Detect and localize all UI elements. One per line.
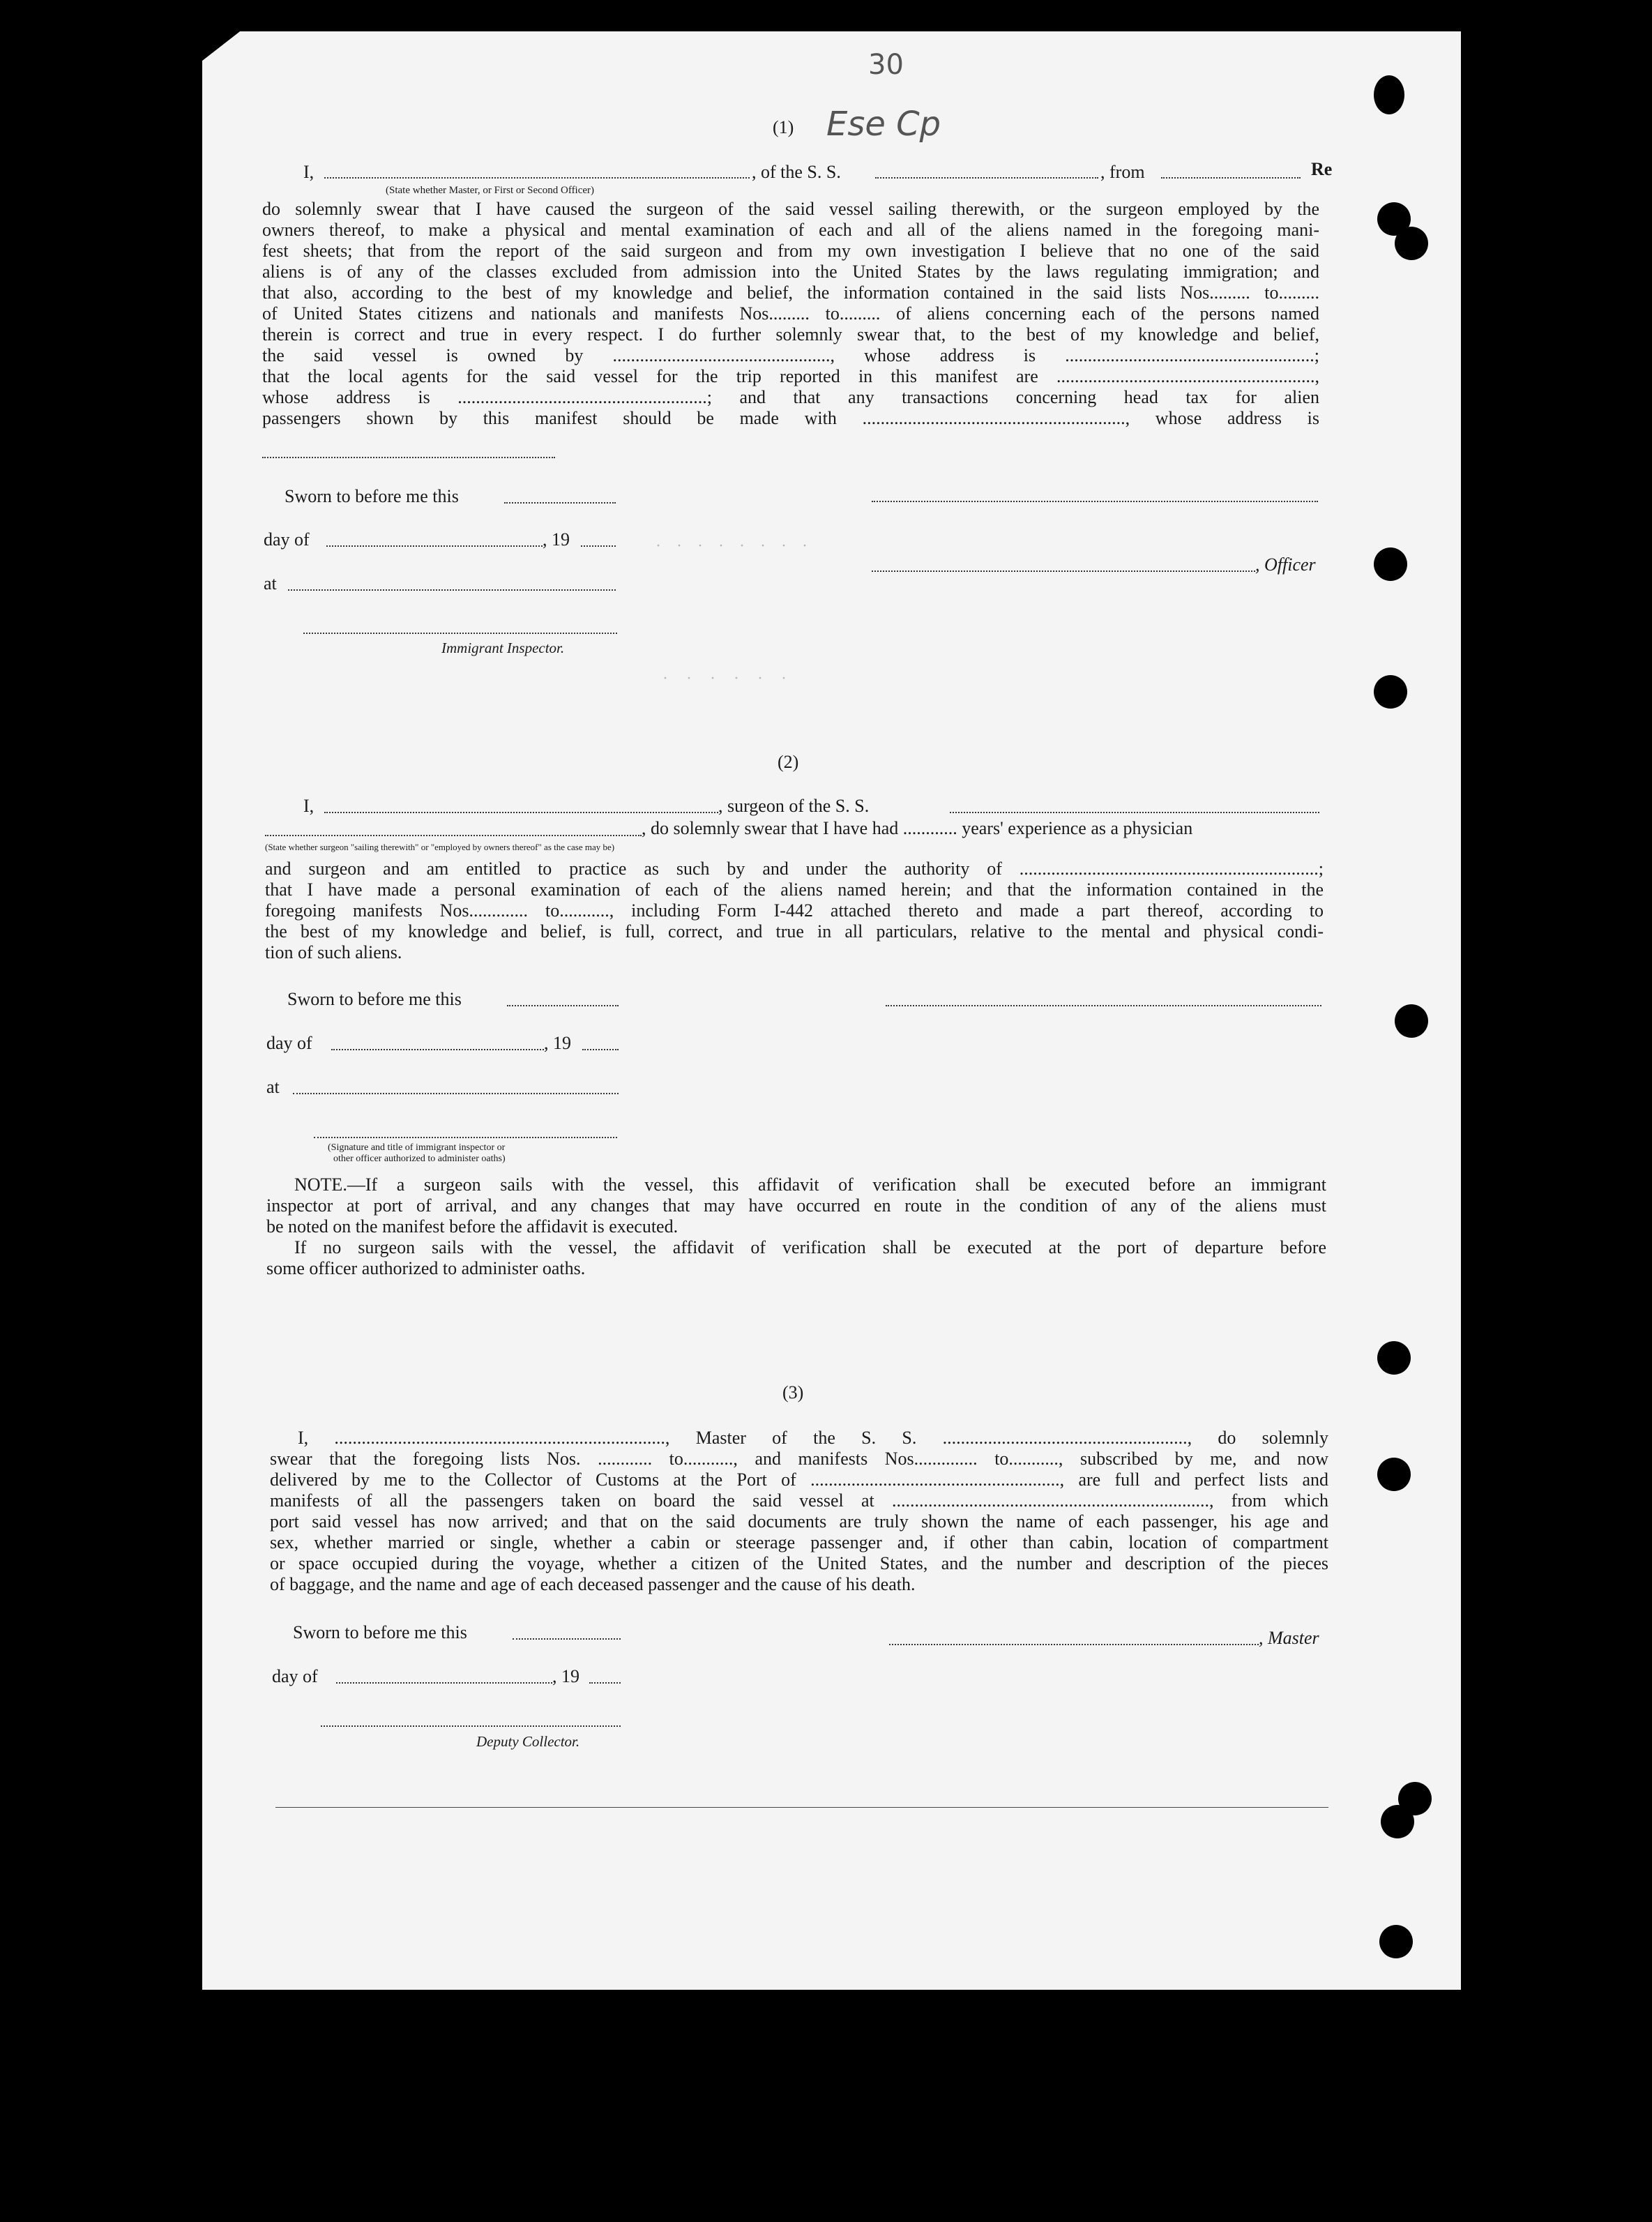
blank-line bbox=[288, 589, 616, 591]
blank-line bbox=[581, 545, 616, 547]
blank-line bbox=[875, 177, 1098, 179]
section-2-surgeon: , surgeon of the S. S. bbox=[718, 796, 870, 816]
body-line: the best of my knowledge and belief, is full, correct, and true in all particulars, relative to the mental and physical condi- bbox=[265, 921, 1324, 942]
at-label: at bbox=[266, 1077, 280, 1097]
deputy-label: Deputy Collector. bbox=[476, 1733, 580, 1750]
blank-line bbox=[324, 177, 750, 179]
body-line: I, ........................................................................., Master of the S. S. ......................................................, do solemnly bbox=[298, 1428, 1328, 1448]
signature-line bbox=[321, 1725, 621, 1727]
bleed-through: · · · · · · bbox=[662, 670, 794, 688]
body-line: tion of such aliens. bbox=[265, 942, 402, 962]
body-line: sex, whether married or single, whether a cabin or steerage passenger and, if other than cabin, location of compartment bbox=[270, 1532, 1328, 1552]
signature-line bbox=[886, 1005, 1321, 1006]
section-2-number: (2) bbox=[778, 752, 799, 772]
body-line: and surgeon and am entitled to practice as such by and under the authority of ..................................................................; bbox=[265, 859, 1324, 879]
blank-line bbox=[582, 1049, 619, 1050]
signature-line bbox=[872, 570, 1255, 572]
blank-line bbox=[262, 457, 555, 458]
handwritten-page-number: 30 bbox=[868, 49, 904, 81]
blank-line bbox=[293, 1093, 619, 1094]
body-line: foregoing manifests Nos............. to..........., including Form I-442 attached thereto and made a part thereof, according to bbox=[265, 900, 1324, 921]
body-line: manifests of all the passengers taken on board the said vessel at ......................................................................, from which bbox=[270, 1490, 1328, 1511]
section-2-swear: , do solemnly swear that I have had ............ years' experience as a physician bbox=[642, 818, 1193, 838]
punch-hole bbox=[1395, 1004, 1428, 1038]
sworn-label: Sworn to before me this bbox=[287, 989, 462, 1009]
body-line: do solemnly swear that I have caused the surgeon of the said vessel sailing therewith, or the surgeon employed by the bbox=[262, 199, 1319, 219]
section-1-I: I, bbox=[303, 162, 315, 182]
section-2-I: I, bbox=[303, 796, 315, 816]
body-line: that also, according to the best of my knowledge and belief, the information contained in the said lists Nos......... to......... bbox=[262, 282, 1319, 303]
blank-line bbox=[950, 812, 1319, 813]
section-2-body bbox=[265, 859, 1324, 963]
section-1-of-ss: , of the S. S. bbox=[752, 162, 841, 182]
body-line: fest sheets; that from the report of the said surgeon and from my own investigation I believe that no one of the said bbox=[262, 241, 1319, 261]
year-label: , 19 bbox=[544, 1033, 571, 1053]
body-line: whose address is .......................................................; and that any transactions concerning head tax for alien bbox=[262, 387, 1319, 407]
note-line: inspector at port of arrival, and any changes that may have occurred en route in the condition of any of the aliens must bbox=[266, 1195, 1326, 1216]
section-1-number: (1) bbox=[773, 117, 794, 137]
body-line: swear that the foregoing lists Nos. ............ to..........., and manifests Nos.............. to..........., subscribed by me, and now bbox=[270, 1449, 1328, 1469]
day-of-label: day of bbox=[264, 529, 310, 550]
body-line: port said vessel has now arrived; and that on the said documents are truly shown the name of each passenger, his age and bbox=[270, 1511, 1328, 1532]
bottom-rule bbox=[275, 1807, 1328, 1808]
punch-hole bbox=[1374, 675, 1407, 709]
signature-line bbox=[314, 1137, 617, 1138]
punch-hole bbox=[1395, 227, 1428, 260]
punch-hole bbox=[1377, 1458, 1411, 1491]
section-3-body bbox=[270, 1428, 1328, 1595]
body-line: therein is correct and true in every respect. I do further solemnly swear that, to the best of my knowledge and belief, bbox=[262, 324, 1319, 345]
sworn-label: Sworn to before me this bbox=[293, 1622, 467, 1642]
signature-line bbox=[889, 1644, 1259, 1645]
sworn-label: Sworn to before me this bbox=[285, 486, 459, 506]
note-line: NOTE.—If a surgeon sails with the vessel, this affidavit of verification shall be executed before an immigrant bbox=[294, 1174, 1326, 1195]
year-label: , 19 bbox=[543, 529, 570, 550]
officer-label: , Officer bbox=[1255, 554, 1316, 575]
blank-line bbox=[504, 502, 616, 504]
section-2-caption: (State whether surgeon "sailing therewith" or "employed by owners thereof" as the case may be) bbox=[265, 842, 615, 852]
body-line: aliens is of any of the classes excluded from admission into the United States by the laws regulating immigration; and bbox=[262, 262, 1319, 282]
punch-hole bbox=[1374, 547, 1407, 581]
section-1-body bbox=[262, 199, 1319, 429]
section-3-number: (3) bbox=[782, 1382, 804, 1403]
signature-line bbox=[303, 633, 617, 634]
sig-caption-2: other officer authorized to administer oaths) bbox=[333, 1154, 506, 1164]
blank-line bbox=[326, 545, 543, 547]
note-block bbox=[266, 1174, 1326, 1279]
body-line: or space occupied during the voyage, whether a citizen of the United States, and the number and description of the pieces bbox=[270, 1553, 1328, 1573]
day-of-label: day of bbox=[272, 1666, 318, 1686]
handwritten-note: Ese Cp bbox=[826, 105, 941, 144]
section-1-caption: (State whether Master, or First or Second Officer) bbox=[386, 185, 595, 196]
body-line: of United States citizens and nationals and manifests Nos......... to......... of aliens concerning each of the persons named bbox=[262, 303, 1319, 324]
blank-line bbox=[1161, 177, 1301, 179]
signature-line bbox=[872, 501, 1318, 502]
punch-hole bbox=[1374, 75, 1404, 114]
body-line: the said vessel is owned by ................................................, whose address is .......................................................; bbox=[262, 345, 1319, 365]
sig-caption-1: (Signature and title of immigrant inspector or bbox=[328, 1142, 506, 1153]
bleed-through: · · · · · · · · bbox=[656, 537, 813, 555]
year-label: , 19 bbox=[552, 1666, 579, 1686]
body-line: that the local agents for the said vessel for the trip reported in this manifest are ........................................................., bbox=[262, 366, 1319, 386]
body-line: of baggage, and the name and age of each deceased passenger and the cause of his death. bbox=[270, 1574, 916, 1594]
at-label: at bbox=[264, 573, 277, 594]
inspector-label: Immigrant Inspector. bbox=[441, 640, 565, 656]
blank-line bbox=[589, 1682, 621, 1684]
blank-line bbox=[336, 1682, 552, 1684]
punch-hole bbox=[1377, 1341, 1411, 1375]
blank-line bbox=[331, 1049, 544, 1050]
blank-line bbox=[507, 1005, 619, 1006]
master-label: , Master bbox=[1259, 1628, 1319, 1648]
corner-mark: Re bbox=[1311, 159, 1333, 179]
body-line: delivered by me to the Collector of Customs at the Port of ......................................................., are full and perfect lists and bbox=[270, 1469, 1328, 1490]
blank-line bbox=[324, 812, 718, 813]
body-line: owners thereof, to make a physical and mental examination of each and all of the aliens named in the foregoing mani- bbox=[262, 220, 1319, 240]
body-line: that I have made a personal examination of each of the aliens named herein; and that the information contained in the bbox=[265, 879, 1324, 900]
note-line: be noted on the manifest before the affidavit is executed. bbox=[266, 1216, 679, 1237]
punch-hole bbox=[1381, 1805, 1414, 1838]
blank-line bbox=[265, 835, 642, 836]
day-of-label: day of bbox=[266, 1033, 312, 1053]
body-line: passengers shown by this manifest should be made with .........................................................., whose address is bbox=[262, 408, 1319, 428]
section-1-from: , from bbox=[1100, 162, 1145, 182]
blank-line bbox=[513, 1638, 621, 1640]
note-line: some officer authorized to administer oaths. bbox=[266, 1258, 586, 1278]
punch-hole bbox=[1379, 1925, 1413, 1958]
note-line: If no surgeon sails with the vessel, the affidavit of verification shall be executed at the port of departure before bbox=[294, 1237, 1326, 1257]
